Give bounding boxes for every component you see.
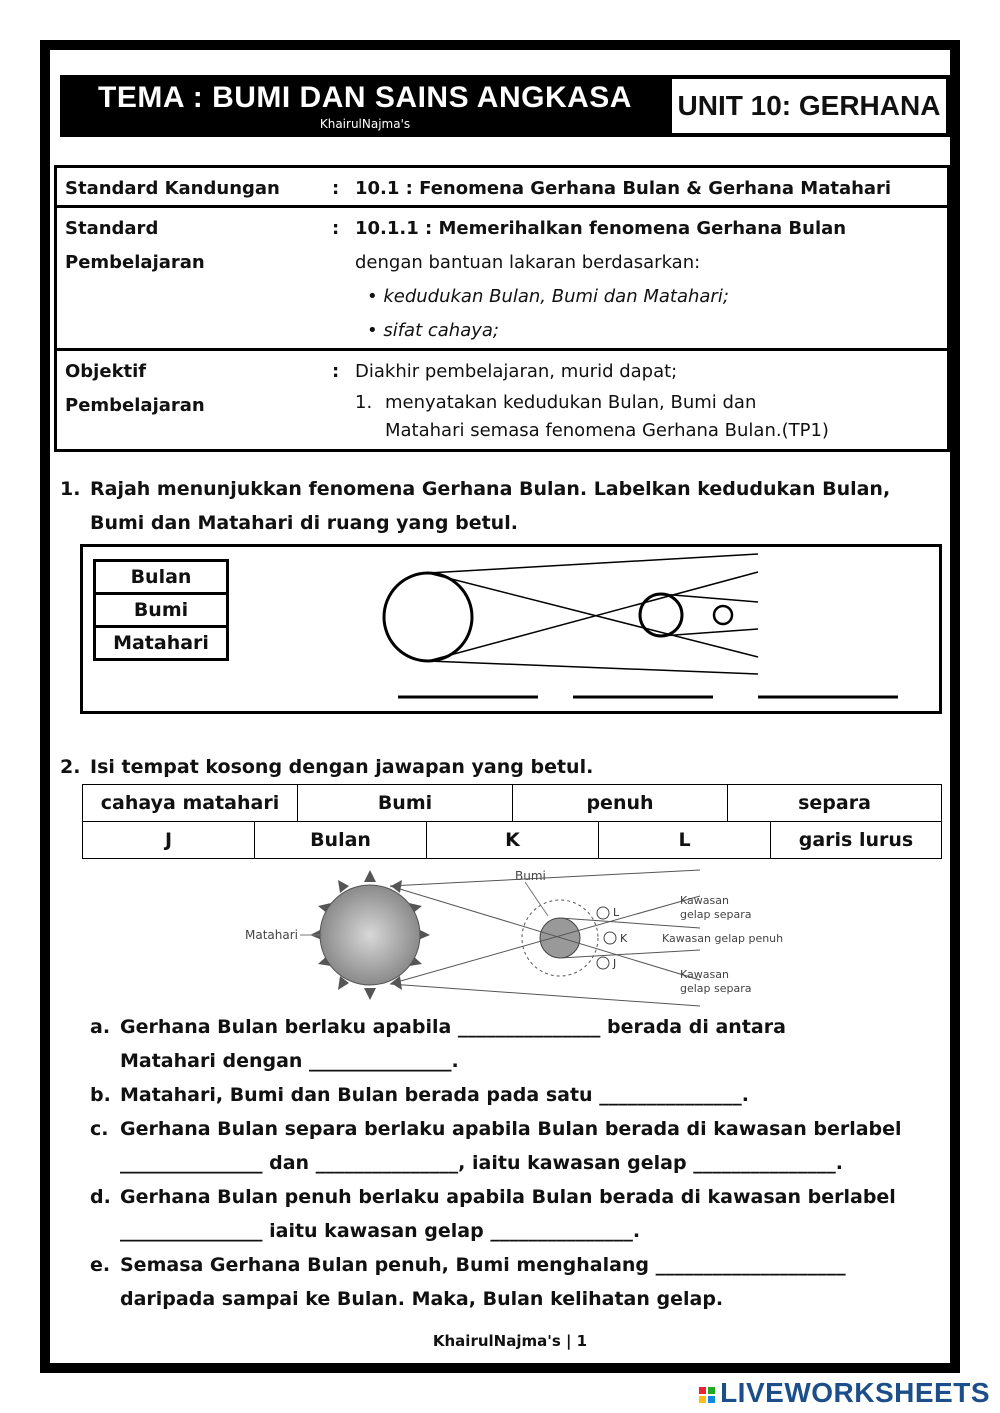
header-theme bbox=[60, 75, 670, 137]
question-c[interactable]: c. Gerhana Bulan separa berlaku apabila Bulan berada di kawasan berlabel _______________ dan _______________, iaitu kawasan gelap _______________. bbox=[90, 1118, 902, 1174]
sun-image bbox=[320, 885, 420, 985]
earth-circle bbox=[640, 594, 682, 636]
word-j[interactable]: J bbox=[83, 822, 255, 858]
op-value-3: Matahari semasa fenomena Gerhana Bulan.(TP1) bbox=[385, 420, 829, 441]
question-b[interactable]: b. Matahari, Bumi dan Bulan berada pada satu _______________. bbox=[90, 1084, 749, 1106]
word-bulan[interactable]: Bulan bbox=[255, 822, 427, 858]
row-standard-pembelajaran: Standard Pembelajaran : 10.1.1 : Memerihalkan fenomena Gerhana Bulan dengan bantuan lakaran berdasarkan: • kedudukan Bulan, Bumi dan Matahari; • sifat cahaya; bbox=[57, 208, 947, 351]
eclipse-sketch bbox=[83, 547, 945, 717]
header-title: TEMA : BUMI DAN SAINS ANGKASA bbox=[98, 81, 632, 114]
row-objektif: Objektif Pembelajaran : Diakhir pembelajaran, murid dapat; 1. menyatakan kedudukan Bulan, Bumi dan Matahari semasa fenomena Gerhana Bulan.(TP1) bbox=[57, 351, 947, 449]
svg-text:J: J bbox=[613, 957, 617, 970]
word-bank bbox=[82, 784, 942, 859]
moon-l bbox=[597, 907, 609, 919]
header-author: KhairulNajma's bbox=[319, 117, 411, 131]
label-matahari[interactable]: Matahari bbox=[113, 632, 209, 654]
word-k[interactable]: K bbox=[427, 822, 599, 858]
word-bumi[interactable]: Bumi bbox=[298, 785, 513, 821]
word-row-2 bbox=[83, 822, 941, 858]
svg-text:Kawasan: Kawasan bbox=[680, 968, 729, 981]
question-d[interactable]: d. Gerhana Bulan penuh berlaku apabila Bulan berada di kawasan berlabel _______________ iaitu kawasan gelap _______________. bbox=[90, 1186, 896, 1242]
sk-label: Standard Kandungan bbox=[65, 178, 280, 199]
svg-text:L: L bbox=[613, 906, 620, 919]
word-l[interactable]: L bbox=[599, 822, 771, 858]
q1-diagram-box bbox=[80, 544, 942, 714]
q1-text: 1. Rajah menunjukkan fenomena Gerhana Bulan. Labelkan kedudukan Bulan, Bumi dan Matahari di ruang yang betul. bbox=[60, 478, 891, 534]
earth-label: Bumi bbox=[515, 869, 546, 883]
logo-icon bbox=[698, 1386, 720, 1404]
op-value-2: menyatakan kedudukan Bulan, Bumi dan bbox=[385, 392, 757, 413]
label-bulan[interactable]: Bulan bbox=[96, 562, 226, 595]
sp-value-2: dengan bantuan lakaran berdasarkan: bbox=[355, 252, 701, 273]
liveworksheets-logo[interactable]: LIVEWORKSHEETS bbox=[698, 1377, 990, 1409]
fill-in-questions bbox=[90, 1010, 950, 1316]
sp-label: Standard Pembelajaran bbox=[65, 218, 205, 273]
word-garis-lurus[interactable]: garis lurus bbox=[798, 829, 914, 851]
svg-text:K: K bbox=[620, 932, 628, 945]
moon-circle bbox=[714, 606, 732, 624]
sp-bullet-1: • kedudukan Bulan, Bumi dan Matahari; bbox=[367, 286, 729, 307]
q2-text: 2. Isi tempat kosong dengan jawapan yang betul. bbox=[60, 756, 594, 778]
worksheet-frame bbox=[40, 40, 960, 1373]
sk-value: 10.1 : Fenomena Gerhana Bulan & Gerhana Matahari bbox=[355, 178, 892, 199]
page-footer: KhairulNajma's | 1 bbox=[432, 1332, 588, 1350]
question-e[interactable]: e. Semasa Gerhana Bulan penuh, Bumi menghalang ____________________ daripada sampai ke Bulan. Maka, Bulan kelihatan gelap. bbox=[90, 1254, 846, 1310]
sun-circle bbox=[384, 573, 472, 661]
question-a[interactable]: a. Gerhana Bulan berlaku apabila _______________ berada di antara Matahari dengan _______________. bbox=[90, 1016, 786, 1072]
sp-bullet-2: • sifat cahaya; bbox=[367, 320, 499, 341]
header-bar bbox=[60, 75, 950, 137]
q2-diagram bbox=[50, 860, 970, 1010]
word-penuh[interactable]: penuh bbox=[513, 785, 728, 821]
ray-bottom bbox=[428, 661, 758, 674]
moon-j bbox=[597, 957, 609, 969]
row-standard-kandungan: Standard Kandungan : 10.1 : Fenomena Gerhana Bulan & Gerhana Matahari bbox=[57, 168, 947, 208]
sp-value-1: 10.1.1 : Memerihalkan fenomena Gerhana Bulan bbox=[355, 218, 847, 239]
svg-text:Kawasan gelap penuh: Kawasan gelap penuh bbox=[662, 932, 784, 945]
moon-k bbox=[604, 932, 616, 944]
svg-text:Kawasan: Kawasan bbox=[680, 894, 729, 907]
word-cahaya-matahari[interactable]: cahaya matahari bbox=[83, 785, 298, 821]
ray-top bbox=[428, 554, 758, 573]
svg-text:gelap separa: gelap separa bbox=[680, 982, 752, 995]
word-row-1 bbox=[83, 785, 941, 822]
svg-text:gelap separa: gelap separa bbox=[680, 908, 752, 921]
sun-label: Matahari bbox=[245, 928, 298, 942]
op-label: Objektif Pembelajaran bbox=[65, 361, 205, 416]
unit-title: UNIT 10: GERHANA bbox=[672, 79, 946, 133]
op-value-1: Diakhir pembelajaran, murid dapat; bbox=[355, 361, 678, 382]
word-separa[interactable]: separa bbox=[798, 792, 871, 814]
standards-table bbox=[54, 165, 950, 452]
label-bumi[interactable]: Bumi bbox=[96, 595, 226, 628]
